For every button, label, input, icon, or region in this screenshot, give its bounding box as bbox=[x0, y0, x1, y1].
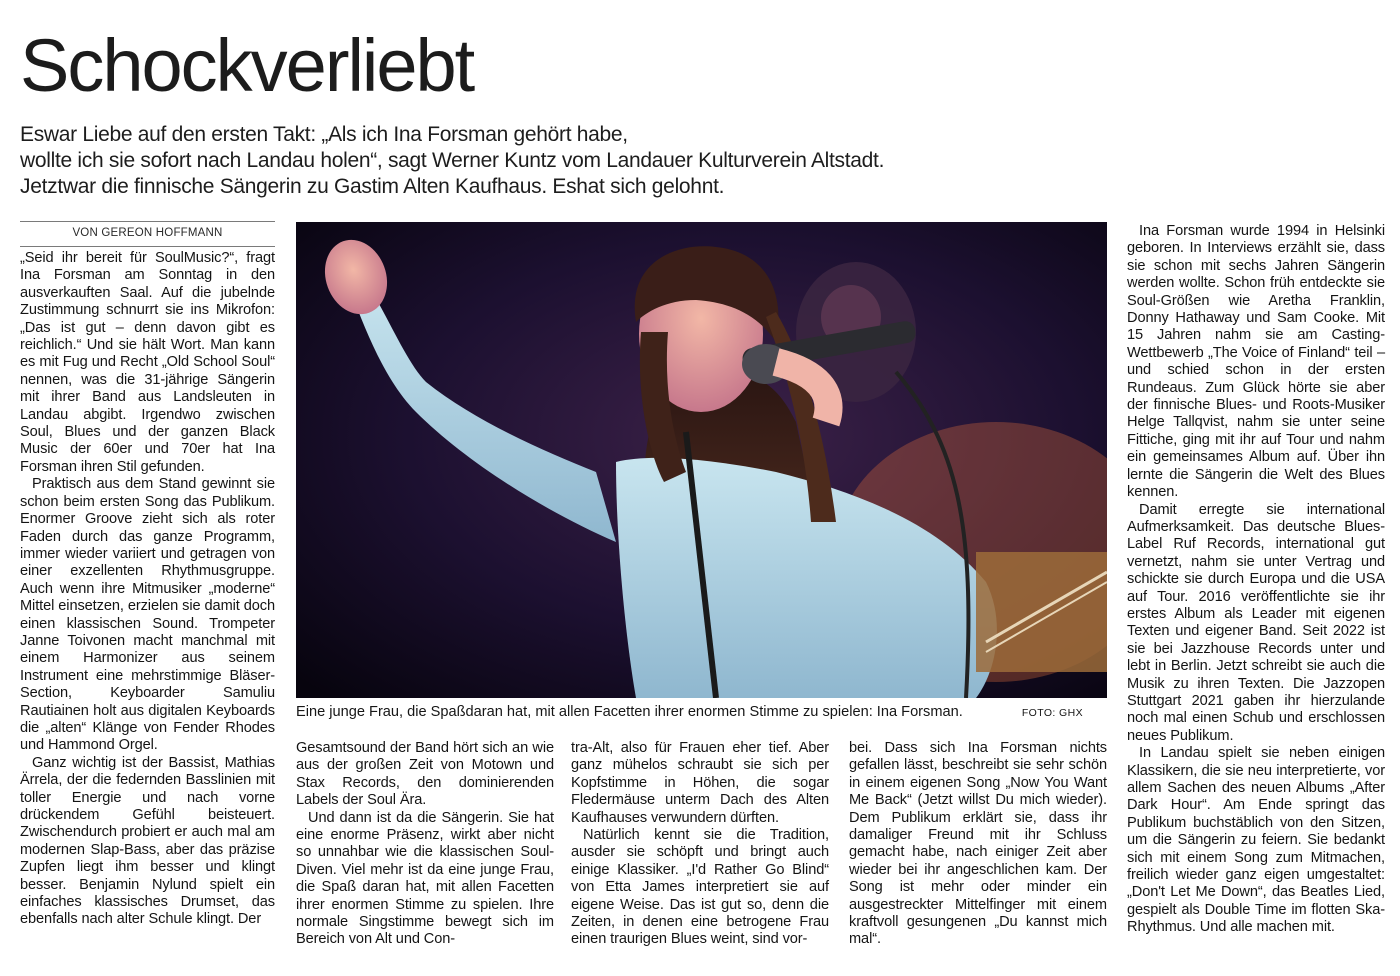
paragraph: Praktisch aus dem Stand gewinnt sie schon beim ersten Song das Publikum. Enormer Groove zieht sich als roter Faden durch das ganze Programm, immer wieder variiert und getragen von einer exzellenten Rhythmusgruppe. Auch wenn ihre Mitmusiker „moderne“ Mittel einsetzen, erzielen sie damit doch einen klassischen Sound. Trompeter Janne Toivonen macht manchmal mit einem Harmonizer aus seinem Instrument eine mehrstimmige Bläser-Section, Keyboarder Samuliu Rautiainen holt aus digitalen Keyboards die „alten“ Klänge von Fender Rhodes und Hammond Orgel. bbox=[20, 476, 275, 754]
lead-line: wollte ich sie sofort nach Landau holen“, sagt Werner Kuntz vom Landauer Kulturverein Altstadt. bbox=[20, 149, 885, 172]
article-column-1 bbox=[20, 250, 275, 929]
paragraph: Gesamtsound der Band hört sich an wie aus der großen Zeit von Motown und Stax Records, den dominierenden Labels der Soul Ära. bbox=[296, 740, 554, 809]
article-column-3 bbox=[571, 740, 829, 949]
paragraph: bei. Dass sich Ina Forsman nichts gefallen lässt, beschreibt sie sehr schön in einem eigenen Song „Now You Want Me Back“ (Jetzt willst Du mich wieder). Dem Publikum erklärt sie, dass ihr damaliger Freund mit ihr Schluss gemacht habe, nach einiger Zeit aber wieder bei ihr angeschlichen kam. Der Song ist mehr oder minder ein ausgestreckter Mittelfinger mit einem kraftvoll gesungenen „Du kannst mich mal“. bbox=[849, 740, 1107, 948]
byline: VON GEREON HOFFMANN bbox=[20, 221, 275, 247]
article-column-2 bbox=[296, 740, 554, 949]
paragraph: „Seid ihr bereit für SoulMusic?“, fragt Ina Forsman am Sonntag in den ausverkauften Saal. Auf die jubelnde Zustimmung schnurrt sie ins Mikrofon: „Das ist gut – denn davon gibt es reichlich.“ Und sie hält Wort. Man kann es mit Fug und Recht „Old School Soul“ nennen, was die 31-jährige Sängerin mit ihrer Band aus Landsleuten in Landau abgibt. Irgendwo zwischen Soul, Blues und der ganzen Black Music der 60er und 70er hat Ina Forsman ihren Stil gefunden. bbox=[20, 250, 275, 475]
lead-line: Eswar Liebe auf den ersten Takt: „Als ich Ina Forsman gehört habe, bbox=[20, 123, 628, 146]
concert-photo bbox=[296, 222, 1107, 698]
paragraph: Ganz wichtig ist der Bassist, Mathias Ärrela, der die federnden Basslinien mit toller Energie und nach vorne drückendem Gefühl beisteuert. Zwischendurch probiert er auch mal am modernen Slap-Bass, aber das präzise Zupfen liegt ihm besser und klingt besser. Benjamin Nylund spielt ein einfaches klassisches Drumset, das ebenfalls nach alter Schule klingt. Der bbox=[20, 754, 275, 928]
article-column-5 bbox=[1127, 223, 1385, 937]
photo-credit: FOTO: GHX bbox=[1021, 707, 1083, 719]
caption-text: Eine junge Frau, die Spaßdaran hat, mit allen Facetten ihrer enormen Stimme zu spielen: Ina Forsman. bbox=[296, 704, 963, 720]
paragraph: Natürlich kennt sie die Tradition, ausder sie schöpft und bringt auch einige Klassiker. „I'd Rather Go Blind“ von Etta James interpretiert sie auf eigene Weise. Das ist gut so, denn die Zeiten, in denen eine betrogene Frau einen traurigen Blues weint, sind vor- bbox=[571, 827, 829, 948]
headline: Schockverliebt bbox=[20, 24, 474, 107]
singer-photo-illustration bbox=[296, 222, 1107, 698]
paragraph: Damit erregte sie international Aufmerksamkeit. Das deutsche Blues-Label Ruf Records, international gut vernetzt, nahm sie unter Vertrag und schickte sie durch Europa und die USA auf Tour. 2016 veröffentlichte sie ihr erstes Album als Leader mit eigenen Texten und eigener Band. Seit 2022 ist sie bei Jazzhouse Records unter und lebt in Berlin. Jetzt schreibt sie auch die Musik zu ihren Texten. Die Jazzopen Stuttgart 2021 gaben ihr hierzulande noch mal einen Schub und erschlossen neues Publikum. bbox=[1127, 501, 1385, 744]
lead-paragraph bbox=[20, 122, 1020, 200]
paragraph: Und dann ist da die Sängerin. Sie hat eine enorme Präsenz, wirkt aber nicht so unnahbar wie die klassischen Soul-Diven. Viel mehr ist da eine junge Frau, die Spaß daran hat, mit allen Facetten ihrer enormen Stimme zu spielen. Ihre normale Singstimme bewegt sich im Bereich von Alt und Con- bbox=[296, 809, 554, 948]
lead-line: Jetztwar die finnische Sängerin zu Gastim Alten Kaufhaus. Eshat sich gelohnt. bbox=[20, 175, 725, 198]
paragraph: tra-Alt, also für Frauen eher tief. Aber ganz mühelos schraubt sie sich per Kopfstimme in Höhen, die sogar Fledermäuse unterm Dach des Alten Kaufhauses verwundern dürften. bbox=[571, 740, 829, 826]
photo-caption bbox=[296, 701, 1107, 725]
paragraph: Ina Forsman wurde 1994 in Helsinki geboren. In Interviews erzählt sie, dass sie schon mit sechs Jahren Sängerin werden wollte. Schon früh entdeckte sie Soul-Größen wie Aretha Franklin, Donny Hathaway und Sam Cooke. Mit 15 Jahren nahm sie am Casting-Wettbewerb „The Voice of Finland“ teil – und schied schon in der ersten Rundeaus. Zum Glück hörte sie aber der finnische Blues- und Roots-Musiker Helge Tallqvist, nahm sie unter seine Fittiche, ging mit ihr auf Tour und nahm ein gemeinsames Album auf. Über ihn lernte die Sängerin die Welt des Blues kennen. bbox=[1127, 223, 1385, 501]
article-column-4 bbox=[849, 740, 1107, 949]
paragraph: In Landau spielt sie neben einigen Klassikern, die sie neu interpretierte, vor allem Sachen des neuen Albums „After Dark Hour“. Am Ende springt das Publikum buchstäblich von den Sitzen, um die Sängerin zu feiern. Sie bedankt sich mit einem Song zum Mitmachen, freilich wieder ganz eigen umgestaltet: „Don't Let Me Down“, das Beatles Lied, gespielt als Double Time im flotten Ska-Rhythmus. Und alle machen mit. bbox=[1127, 745, 1385, 936]
